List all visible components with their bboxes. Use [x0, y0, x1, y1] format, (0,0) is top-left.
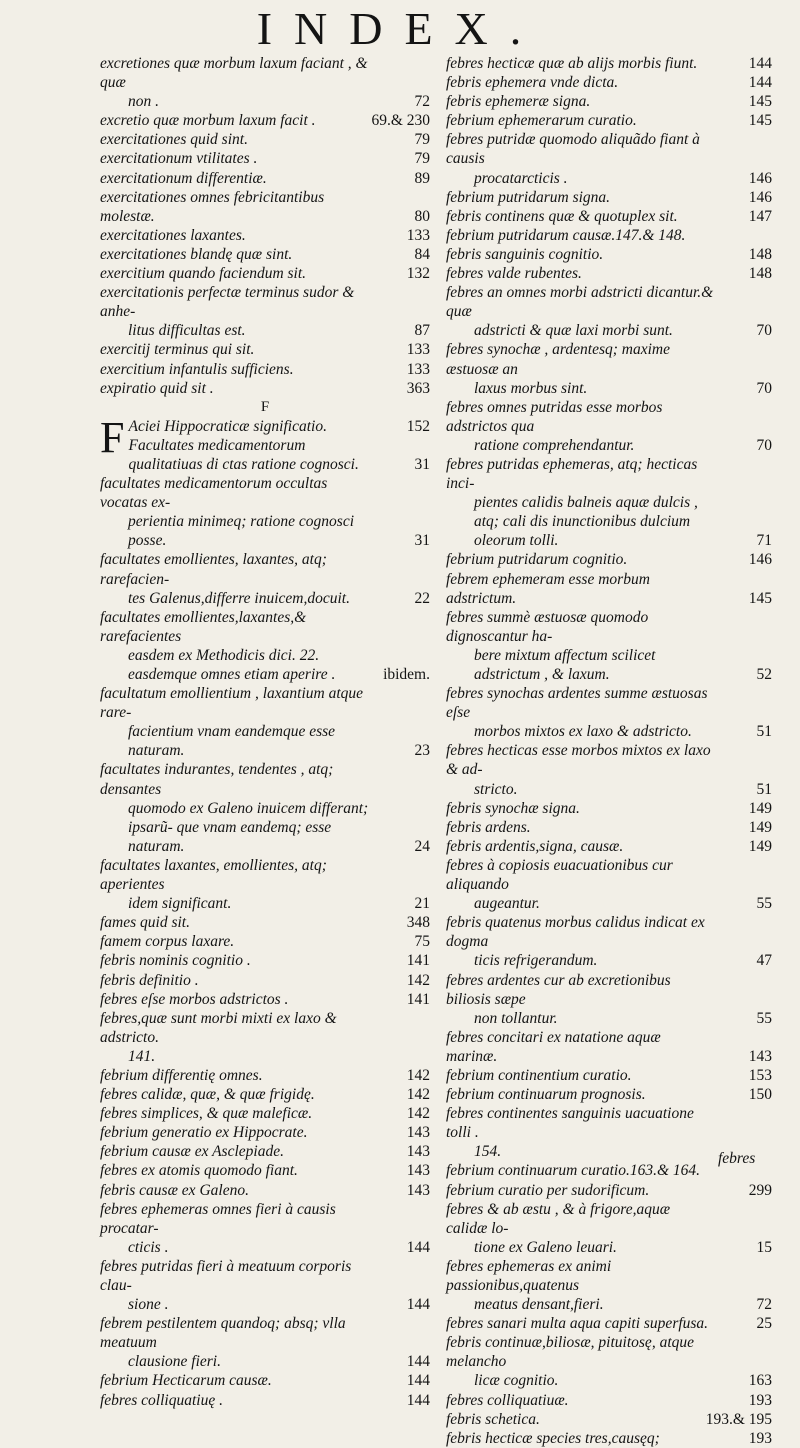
index-entry — [100, 340, 430, 359]
entry-text: fames quid sit. — [100, 914, 190, 932]
entry-text: febris definitio . — [100, 971, 199, 989]
index-entry — [446, 130, 772, 187]
entry-page: 193 — [748, 1429, 772, 1447]
entry-page: 72 — [414, 93, 430, 111]
index-entry — [446, 913, 772, 970]
entry-text: febrium continentium curatio. — [446, 1066, 632, 1084]
page-title: INDEX. — [256, 3, 544, 54]
index-entry — [100, 1104, 430, 1123]
entry-page: 51 — [756, 723, 772, 741]
entry-page: 145 — [748, 589, 772, 607]
index-entry — [100, 1161, 430, 1180]
entry-page: 348 — [406, 914, 430, 932]
entry-text: excretio quæ morbum laxum facit . — [100, 112, 316, 130]
entry-page: 55 — [756, 895, 772, 913]
entry-continuation: cticis . — [128, 1238, 169, 1256]
entry-continuation: non . — [128, 93, 159, 111]
entry-text: febris ephemera vnde dicta. — [446, 74, 619, 92]
index-entry — [446, 188, 772, 207]
entry-text: febrium causæ ex Asclepiade. — [100, 1143, 284, 1161]
entry-page: 144 — [406, 1372, 430, 1390]
index-entry — [446, 1429, 772, 1448]
entry-text: febres summè æstuosæ quomodo dignoscantur ha- — [446, 608, 649, 645]
entry-text: facultates medicamentorum occultas vocatas ex- — [100, 475, 328, 512]
index-entry — [100, 360, 430, 379]
entry-continuation: licæ cognitio. — [474, 1372, 559, 1390]
entry-text: febres concitari ex natatione aquæ marinæ. — [446, 1028, 661, 1065]
index-entry — [100, 1066, 430, 1085]
index-entry — [446, 245, 772, 264]
entry-page: 71 — [756, 532, 772, 550]
index-entry — [446, 73, 772, 92]
entry-text: febris hecticæ species tres,causęq; — [446, 1429, 660, 1447]
index-entry — [100, 971, 430, 990]
entry-text: febres synochæ , ardentesq; maxime æstuosæ an — [446, 341, 670, 378]
entry-text: febres hecticæ quæ ab alijs morbis fiunt. — [446, 55, 698, 72]
index-entry — [100, 550, 430, 607]
entry-text: febres ardentes cur ab excretionibus biliosis sæpe — [446, 971, 671, 1008]
entry-text: febres putridæ quomodo aliquãdo fiant à causis — [446, 131, 700, 168]
entry-text: febres à copiosis euacuationibus cur aliquando — [446, 856, 673, 894]
index-entry — [100, 951, 430, 970]
entry-text: febres colliquatiuæ. — [446, 1391, 569, 1409]
entry-continuation: adstricti & quæ laxi morbi sunt. — [474, 322, 673, 340]
entry-text: febrem pestilentem quandoq; absq; vlla meatuum — [100, 1315, 346, 1352]
entry-page: 193 — [748, 1391, 772, 1409]
index-entry — [100, 54, 430, 111]
entry-text: febris quatenus morbus calidus indicat ex dogma — [446, 914, 705, 951]
index-entry — [446, 1200, 772, 1257]
index-entry — [100, 412, 430, 474]
entry-continuation: clausione fieri. — [128, 1353, 221, 1371]
left-column — [100, 54, 430, 1410]
index-entry — [100, 1200, 430, 1257]
entry-text: febres,quæ sunt morbi mixti ex laxo & adstricto. — [100, 1009, 337, 1046]
entry-continuation: augeantur. — [474, 895, 540, 913]
entry-continuation: litus difficultas est. — [128, 322, 246, 340]
entry-text: famem corpus laxare. — [100, 933, 235, 951]
entry-text: febres & ab æstu , & à frigore,aquæ calidæ lo- — [446, 1200, 671, 1237]
index-entry — [446, 1066, 772, 1085]
index-entry — [100, 684, 430, 760]
entry-page: 143 — [406, 1124, 430, 1142]
entry-page: 149 — [748, 818, 772, 836]
entry-page: 148 — [748, 245, 772, 263]
entry-text: febris schetica. — [446, 1410, 540, 1428]
index-entry — [446, 340, 772, 397]
entry-page: 31 — [414, 532, 430, 550]
entry-page: 55 — [756, 1009, 772, 1027]
index-entry — [446, 550, 772, 569]
entry-continuation: tes Galenus,differre inuicem,docuit. — [128, 589, 350, 607]
entry-text: exercitium quando faciendum sit. — [100, 265, 307, 283]
index-entry — [100, 1142, 430, 1161]
entry-text: febres continentes sanguinis uacuatione tolli . — [446, 1105, 694, 1142]
entry-text: febris ardens. — [446, 818, 531, 836]
entry-text: febres synochas ardentes summe æstuosas eſse — [446, 685, 708, 722]
entry-page: 143 — [748, 1047, 772, 1065]
entry-text: exercitationum vtilitates . — [100, 150, 258, 168]
index-entry — [100, 245, 430, 264]
index-entry — [446, 264, 772, 283]
entry-page: 141 — [406, 990, 430, 1008]
entry-continuation: bere mixtum affectum scilicet adstrictum , & laxum. — [474, 646, 656, 683]
entry-page: 70 — [756, 379, 772, 397]
entry-text: febres sanari multa aqua capiti superfusa. — [446, 1315, 709, 1333]
index-entry — [100, 1371, 430, 1390]
entry-text: febrium differentię omnes. — [100, 1066, 263, 1084]
entry-text: facultates indurantes, tendentes , atq; densantes — [100, 761, 334, 798]
index-entry — [446, 684, 772, 741]
entry-page: 23 — [414, 742, 430, 760]
entry-text: febris ephemeræ signa. — [446, 93, 591, 111]
entry-page: 15 — [756, 1238, 772, 1256]
entry-text: febres omnes putridas esse morbos adstrictos qua — [446, 398, 663, 435]
entry-text: exercitationum differentiæ. — [100, 169, 267, 187]
index-entry — [446, 1181, 772, 1200]
entry-page: 21 — [414, 895, 430, 913]
index-entry — [100, 264, 430, 283]
entry-page: 144 — [406, 1238, 430, 1256]
entry-page: 145 — [748, 112, 772, 130]
entry-page: 84 — [414, 245, 430, 263]
index-entry — [446, 570, 772, 608]
entry-page: 142 — [406, 1066, 430, 1084]
index-entry — [446, 837, 772, 856]
entry-page: 147 — [748, 207, 772, 225]
entry-text: febrium putridarum signa. — [446, 188, 611, 206]
index-entry — [100, 188, 430, 226]
entry-text: febres colliquatiuę . — [100, 1391, 223, 1409]
entry-text: febres an omnes morbi adstricti dicantur.& quæ — [446, 284, 714, 321]
entry-text: febrium Hecticarum causæ. — [100, 1372, 272, 1390]
entry-text: exercitationes blandę quæ sint. — [100, 245, 293, 263]
entry-page: 142 — [406, 971, 430, 989]
entry-page: 142 — [406, 1105, 430, 1123]
entry-continuation: easdem ex Methodicis dici. 22. easdemque omnes etiam aperire . — [128, 646, 336, 683]
entry-text: febrem ephemeram esse morbum adstrictum. — [446, 570, 650, 607]
index-entry — [446, 608, 772, 684]
index-entry — [100, 111, 430, 130]
entry-continuation: laxus morbus sint. — [474, 379, 588, 397]
index-entry — [446, 818, 772, 837]
entry-text: febres calidæ, quæ, & quæ frigidę. — [100, 1086, 315, 1104]
index-entry — [446, 1257, 772, 1314]
entry-text: facultatum emollientium , laxantium atque rare- — [100, 685, 364, 722]
entry-page: 152 — [406, 417, 430, 435]
index-entry — [446, 283, 772, 340]
index-entry — [100, 1085, 430, 1104]
index-entry — [100, 149, 430, 168]
entry-page: 52 — [756, 666, 772, 683]
index-entry — [100, 856, 430, 913]
index-entry — [100, 760, 430, 855]
entry-text: febres hecticas esse morbos mixtos ex laxo & ad- — [446, 742, 711, 779]
index-entry — [446, 455, 772, 550]
entry-page: 144 — [748, 74, 772, 92]
index-entry — [446, 741, 772, 798]
entry-continuation: Facultates medicamentorum qualitatiuas di ctas ratione cognosci. — [128, 436, 359, 473]
index-entry — [446, 226, 772, 245]
entry-page: 146 — [748, 169, 772, 187]
entry-page: 143 — [406, 1181, 430, 1199]
entry-text: facultates laxantes, emollientes, atq; aperientes — [100, 856, 327, 894]
entry-text: febris causæ ex Galeno. — [100, 1181, 249, 1199]
entry-text: febres eſse morbos adstrictos . — [100, 990, 289, 1008]
entry-text: exercitationes omnes febricitantibus molestæ. — [100, 188, 325, 225]
entry-page: 69.& 230 — [371, 112, 430, 130]
entry-page: 25 — [756, 1315, 772, 1333]
index-entry — [100, 913, 430, 932]
entry-page: 133 — [406, 341, 430, 359]
entry-text: exercitationes laxantes. — [100, 226, 246, 244]
entry-continuation: stricto. — [474, 780, 518, 798]
entry-text: febrium curatio per sudorificum. — [446, 1181, 650, 1199]
entry-page: 299 — [748, 1181, 772, 1199]
entry-page: 70 — [756, 322, 772, 340]
entry-text: exercitationes quid sint. — [100, 131, 248, 149]
entry-text: excretiones quæ morbum laxum faciant , & quæ — [100, 55, 368, 92]
entry-text: exercitij terminus qui sit. — [100, 341, 255, 359]
index-entry — [446, 1333, 772, 1390]
index-entry — [100, 474, 430, 550]
entry-continuation: ratione comprehendantur. — [474, 436, 635, 454]
entry-continuation: facientium vnam eandemque esse naturam. — [128, 723, 336, 760]
entry-text: febres putridas ephemeras, atq; hecticas inci- — [446, 455, 698, 493]
entry-page: 363 — [406, 379, 430, 397]
entry-page: 150 — [748, 1086, 772, 1104]
entry-text: exercitium infantulis sufficiens. — [100, 360, 294, 378]
entry-page: 133 — [406, 360, 430, 378]
entry-page: 163 — [748, 1372, 772, 1390]
entry-page: 133 — [406, 226, 430, 244]
entry-page: 142 — [406, 1086, 430, 1104]
index-entry — [446, 799, 772, 818]
section-letter: F — [260, 398, 270, 415]
entry-text: febrium putridarum causæ.147.& 148. — [446, 226, 686, 244]
entry-text: febris nominis cognitio . — [100, 952, 251, 970]
catchword: febres — [718, 1150, 756, 1167]
entry-text: febris continens quæ & quotuplex sit. — [446, 207, 678, 225]
entry-continuation: non tollantur. — [474, 1009, 558, 1027]
entry-continuation: 154. — [474, 1143, 502, 1161]
index-entry — [100, 990, 430, 1009]
entry-continuation: morbos mixtos ex laxo & adstricto. — [474, 723, 692, 741]
index-entry — [100, 1009, 430, 1066]
entry-text: exercitationis perfectæ terminus sudor & anhe- — [100, 284, 355, 321]
entry-text: febres valde rubentes. — [446, 265, 582, 283]
entry-continuation: sione . — [128, 1296, 169, 1314]
entry-page: 79 — [414, 131, 430, 149]
index-entry — [446, 856, 772, 913]
entry-page: 146 — [748, 188, 772, 206]
entry-text: expiratio quid sit . — [100, 379, 214, 397]
index-entry — [100, 1257, 430, 1314]
entry-text: Aciei Hippocraticæ significatio. — [128, 417, 327, 435]
entry-page: 51 — [756, 780, 772, 798]
index-entry — [446, 971, 772, 1028]
entry-text: febres ephemeras ex animi passionibus,quatenus — [446, 1257, 612, 1294]
entry-page: 141 — [406, 952, 430, 970]
entry-text: febris continuæ,biliosæ, pituitosę, atque melancho — [446, 1334, 694, 1371]
index-entry — [446, 207, 772, 226]
index-entry — [446, 1314, 772, 1333]
entry-page: 87 — [414, 322, 430, 340]
index-entry — [100, 1181, 430, 1200]
index-entry — [100, 1123, 430, 1142]
entry-continuation: pientes calidis balneis aquæ dulcis , atq; cali dis inunctionibus dulcium oleorum tolli. — [474, 494, 698, 550]
entry-text: febris ardentis,signa, causæ. — [446, 837, 624, 855]
entry-continuation: tione ex Galeno leuari. — [474, 1238, 617, 1256]
entry-page: 24 — [414, 837, 430, 855]
entry-page: 149 — [748, 837, 772, 855]
index-entry — [100, 169, 430, 188]
entry-page: 80 — [414, 207, 430, 225]
entry-text: febrium ephemerarum curatio. — [446, 112, 637, 130]
entry-page: 89 — [414, 169, 430, 187]
entry-page: 70 — [756, 436, 772, 454]
entry-text: febrium continuarum curatio.163.& 164. — [446, 1162, 701, 1180]
index-entry — [446, 92, 772, 111]
entry-text: febres simplices, & quæ maleficæ. — [100, 1105, 313, 1123]
index-entry — [100, 1314, 430, 1371]
entry-page: 193.& 195 — [705, 1410, 772, 1428]
entry-text: febrium putridarum cognitio. — [446, 551, 628, 569]
index-entry — [446, 398, 772, 455]
entry-text: febris synochæ signa. — [446, 799, 580, 817]
index-entry — [446, 54, 772, 73]
index-entry — [100, 226, 430, 245]
entry-text: febrium generatio ex Hippocrate. — [100, 1124, 308, 1142]
entry-page: 143 — [406, 1162, 430, 1180]
entry-page: 72 — [756, 1296, 772, 1314]
index-entry — [446, 1085, 772, 1104]
entry-continuation: idem significant. — [128, 895, 232, 913]
entry-page: 132 — [406, 265, 430, 283]
index-entry — [446, 1028, 772, 1066]
entry-page: 144 — [748, 55, 772, 72]
entry-page: 144 — [406, 1391, 430, 1409]
index-entry — [100, 379, 430, 398]
entry-page: 145 — [748, 93, 772, 111]
index-entry — [446, 1410, 772, 1429]
entry-text: febres ephemeras omnes fieri à causis procatar- — [100, 1200, 336, 1237]
entry-continuation: procatarcticis . — [474, 169, 568, 187]
entry-page: 144 — [406, 1296, 430, 1314]
entry-page: 146 — [748, 551, 772, 569]
index-entry — [100, 1391, 430, 1410]
entry-continuation: meatus densant,fieri. — [474, 1296, 604, 1314]
right-column — [446, 54, 772, 1448]
entry-page: 31 — [414, 455, 430, 473]
entry-text: febris sanguinis cognitio. — [446, 245, 604, 263]
index-entry — [446, 111, 772, 130]
entry-text: facultates emollientes,laxantes,& rarefacientes — [100, 608, 307, 645]
index-entry — [100, 283, 430, 340]
entry-page: 148 — [748, 265, 772, 283]
drop-cap: F — [100, 412, 125, 462]
entry-text: febrium continuarum prognosis. — [446, 1086, 646, 1104]
entry-text: febres ex atomis quomodo fiant. — [100, 1162, 298, 1180]
entry-continuation: 141. — [128, 1047, 156, 1065]
entry-page: 153 — [748, 1066, 772, 1084]
entry-page: 144 — [406, 1353, 430, 1371]
entry-page: 143 — [406, 1143, 430, 1161]
entry-page: 79 — [414, 150, 430, 168]
index-entry — [100, 130, 430, 149]
entry-page: ibidem. — [383, 666, 430, 683]
index-entry — [100, 608, 430, 684]
entry-continuation: quomodo ex Galeno inuicem differant; ipsarũ- que vnam eandemq; esse naturam. — [128, 799, 369, 855]
entry-page: 149 — [748, 799, 772, 817]
entry-page: 47 — [756, 952, 772, 970]
entry-continuation: ticis refrigerandum. — [474, 952, 598, 970]
entry-continuation: perientia minimeq; ratione cognosci posse. — [128, 513, 354, 550]
entry-text: facultates emollientes, laxantes, atq; rarefacien- — [100, 551, 327, 588]
index-entry — [446, 1391, 772, 1410]
entry-page: 75 — [414, 933, 430, 951]
entry-text: febres putridas fieri à meatuum corporis clau- — [100, 1257, 352, 1294]
entry-page: 22 — [414, 589, 430, 607]
index-entry — [100, 932, 430, 951]
